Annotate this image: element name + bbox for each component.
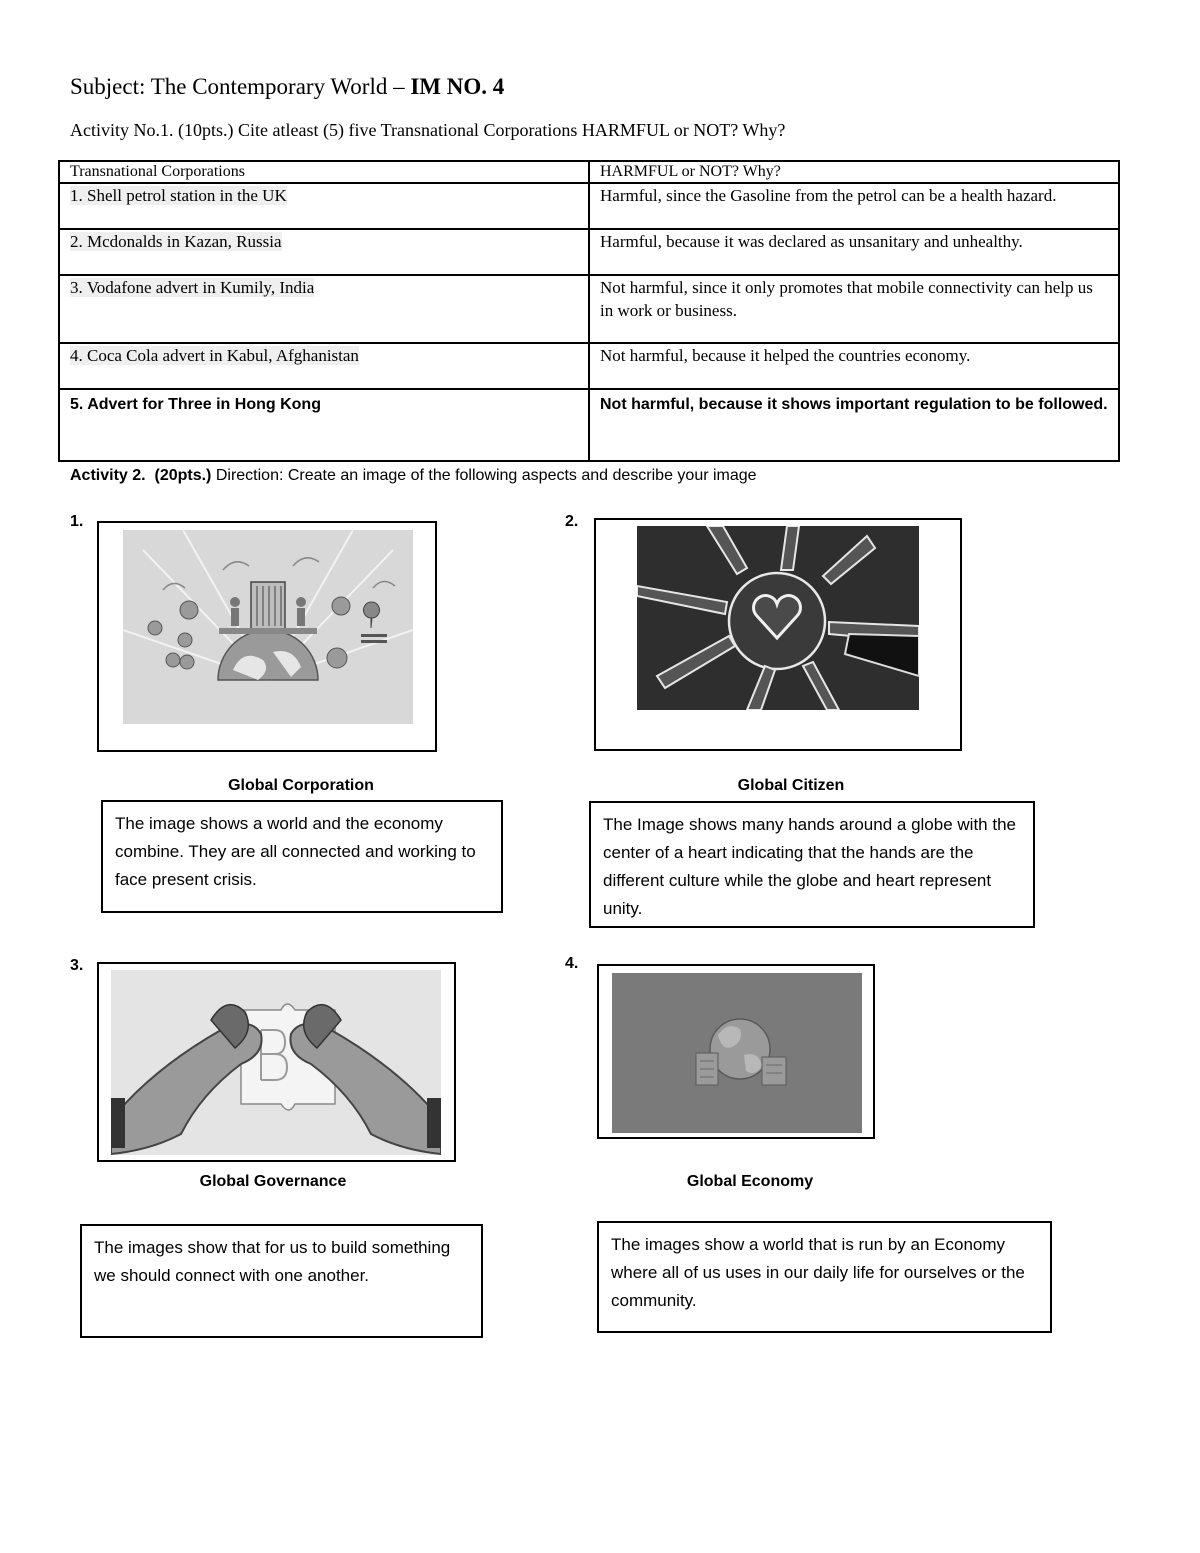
caption-global-economy: Global Economy <box>686 1173 814 1190</box>
column-header-corporations: Transnational Corporations <box>59 161 589 183</box>
description-global-economy: The images show a world that is run by an Economy where all of us uses in our daily life for ourselves or the community. <box>597 1221 1052 1333</box>
corporation-cell: 2. Mcdonalds in Kazan, Russia <box>59 229 589 275</box>
table-row <box>59 343 1119 389</box>
global-economy-illustration <box>612 973 862 1133</box>
table-row <box>59 183 1119 229</box>
caption-global-citizen: Global Citizen <box>737 777 845 794</box>
item-number: 1. <box>70 513 84 530</box>
corporation-cell: 3. Vodafone advert in Kumily, India <box>59 275 589 343</box>
global-citizen-image-frame <box>594 518 962 751</box>
verdict-cell: Harmful, since the Gasoline from the petrol can be a health hazard. <box>589 183 1119 229</box>
page-title <box>70 74 504 100</box>
description-global-governance: The images show that for us to build something we should connect with one another. <box>80 1224 483 1338</box>
item-number: 2. <box>565 513 579 530</box>
corporation-cell: 4. Coca Cola advert in Kabul, Afghanistan <box>59 343 589 389</box>
table-header-row <box>59 161 1119 183</box>
global-corporation-image-frame <box>97 521 437 752</box>
corporation-cell: 5. Advert for Three in Hong Kong <box>59 389 589 461</box>
verdict-cell: Not harmful, because it helped the countries economy. <box>589 343 1119 389</box>
corporation-cell: 1. Shell petrol station in the UK <box>59 183 589 229</box>
activity1-instruction: Activity No.1. (10pts.) Cite atleast (5) five Transnational Corporations HARMFUL or NOT? Why? <box>70 120 786 140</box>
description-global-corporation: The image shows a world and the economy combine. They are all connected and working to face present crisis. <box>101 800 503 913</box>
table-row <box>59 275 1119 343</box>
caption-global-corporation: Global Corporation <box>228 777 374 794</box>
caption-global-governance: Global Governance <box>199 1173 347 1190</box>
table-row <box>59 389 1119 461</box>
activity2-instruction: Activity 2. (20pts.) Direction: Create an image of the following aspects and describe your image <box>70 467 757 484</box>
column-header-harmful: HARMFUL or NOT? Why? <box>589 161 1119 183</box>
global-citizen-illustration <box>637 526 919 710</box>
global-governance-image-frame <box>97 962 456 1162</box>
global-corporation-illustration <box>123 530 413 724</box>
verdict-cell: Not harmful, because it shows important regulation to be followed. <box>589 389 1119 461</box>
verdict-cell: Harmful, because it was declared as unsanitary and unhealthy. <box>589 229 1119 275</box>
item-number: 3. <box>70 957 84 974</box>
table-row <box>59 229 1119 275</box>
subject-label: Subject: The Contemporary World – <box>70 74 411 99</box>
global-governance-illustration <box>111 970 441 1155</box>
im-number: IM NO. 4 <box>410 74 505 99</box>
item-number: 4. <box>565 955 579 972</box>
global-economy-image-frame <box>597 964 875 1139</box>
verdict-cell: Not harmful, since it only promotes that mobile connectivity can help us in work or business. <box>589 275 1119 343</box>
description-global-citizen: The Image shows many hands around a globe with the center of a heart indicating that the hands are the different culture while the globe and heart represent unity. <box>589 801 1035 928</box>
corporations-table <box>58 160 1120 462</box>
